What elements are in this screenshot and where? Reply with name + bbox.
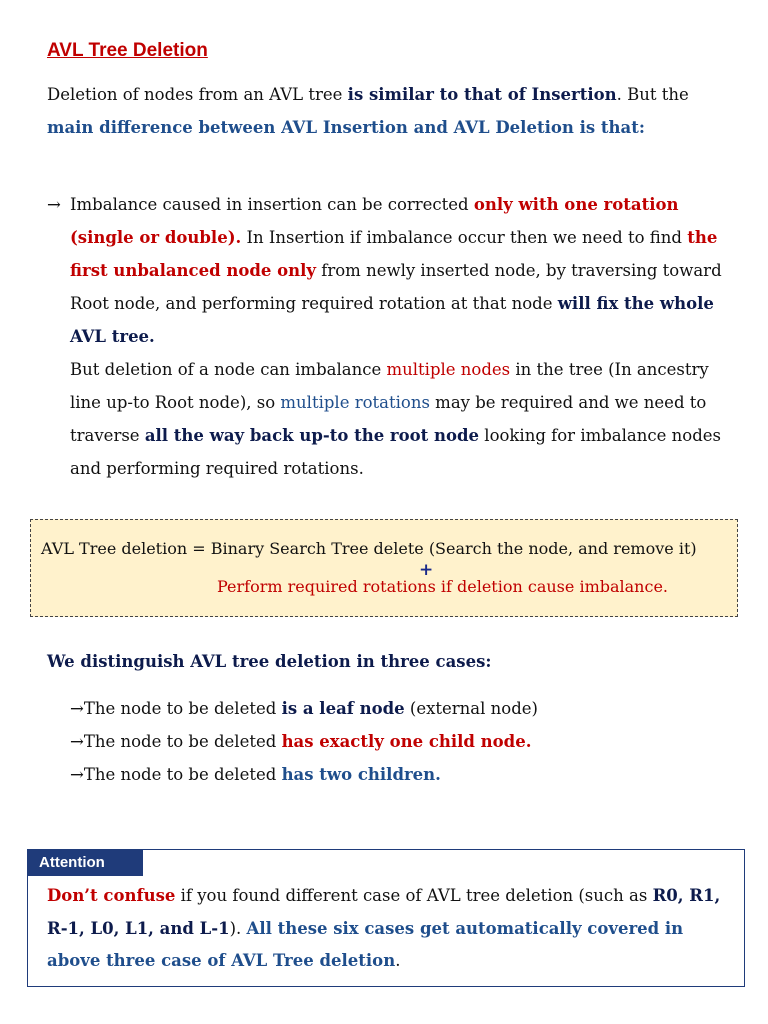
point-text-3: from newly inserted node, by traversing toward Root node, and performing required rotation at that node <box>70 261 722 313</box>
attention-text-2: ). <box>229 918 247 938</box>
cases-heading: We distinguish AVL tree deletion in three cases: <box>47 652 492 671</box>
attention-text-1: if you found different case of AVL tree deletion (such as <box>175 886 653 905</box>
arrow-icon: → <box>47 195 61 214</box>
imbalance-point <box>47 188 737 485</box>
arrow-icon: → <box>70 765 84 784</box>
attention-text-3: . <box>395 951 401 970</box>
intro-main-difference: main difference between AVL Insertion and AVL Deletion is that: <box>47 118 645 137</box>
case-emphasis: has exactly one child node. <box>281 732 532 751</box>
case-item-one-child <box>70 732 531 751</box>
case-item-leaf <box>70 699 538 718</box>
point-first-unbalanced: the first unbalanced node only <box>70 228 718 280</box>
point-text-4: But deletion of a node can imbalance <box>70 360 387 379</box>
case-text: The node to be deleted <box>83 765 282 784</box>
case-text: The node to be deleted <box>83 699 282 718</box>
intro-text-2: . But the <box>616 85 689 104</box>
formula-plus: + <box>419 560 434 580</box>
case-after: (external node) <box>404 699 538 718</box>
arrow-icon: → <box>70 732 84 751</box>
case-emphasis: is a leaf node <box>281 699 405 718</box>
point-text-6: may be required and we need to traverse <box>70 393 707 445</box>
point-one-rotation: only with one rotation (single or double). <box>70 195 679 247</box>
point-text-7: looking for imbalance nodes and performing required rotations. <box>70 426 721 478</box>
attention-dont-confuse: Don’t confuse <box>47 886 176 905</box>
intro-text: Deletion of nodes from an AVL tree <box>47 85 348 104</box>
intro-paragraph <box>47 78 737 144</box>
attention-text <box>47 880 727 978</box>
point-multiple-rotations: multiple rotations <box>280 393 430 412</box>
intro-emphasis: is similar to that of Insertion <box>347 85 617 104</box>
case-item-two-children <box>70 765 441 784</box>
point-text-1: Imbalance caused in insertion can be corrected <box>70 195 474 214</box>
point-all-the-way: all the way back up-to the root node <box>144 426 480 445</box>
case-emphasis: has two children. <box>281 765 441 784</box>
point-will-fix: will fix the whole AVL tree. <box>70 294 714 346</box>
point-text-5: in the tree (In ancestry line up-to Root node), so <box>70 360 709 412</box>
point-multiple-nodes: multiple nodes <box>386 360 511 379</box>
arrow-icon: → <box>70 699 84 718</box>
formula-line-2: Perform required rotations if deletion cause imbalance. <box>217 577 668 596</box>
point-text-2: In Insertion if imbalance occur then we need to find <box>241 228 688 247</box>
formula-line-1: AVL Tree deletion = Binary Search Tree delete (Search the node, and remove it) <box>41 539 697 558</box>
attention-box <box>27 849 745 987</box>
case-text: The node to be deleted <box>83 732 282 751</box>
imbalance-paragraph-1 <box>47 188 737 353</box>
attention-label: Attention <box>28 850 143 876</box>
formula-box <box>30 519 738 617</box>
page-title: AVL Tree Deletion <box>47 40 208 61</box>
attention-covered: All these six cases get automatically covered in above three case of AVL Tree deletion <box>47 918 684 970</box>
attention-cases-list: R0, R1, R-1, L0, L1, and L-1 <box>47 886 721 938</box>
imbalance-paragraph-2 <box>47 353 737 485</box>
